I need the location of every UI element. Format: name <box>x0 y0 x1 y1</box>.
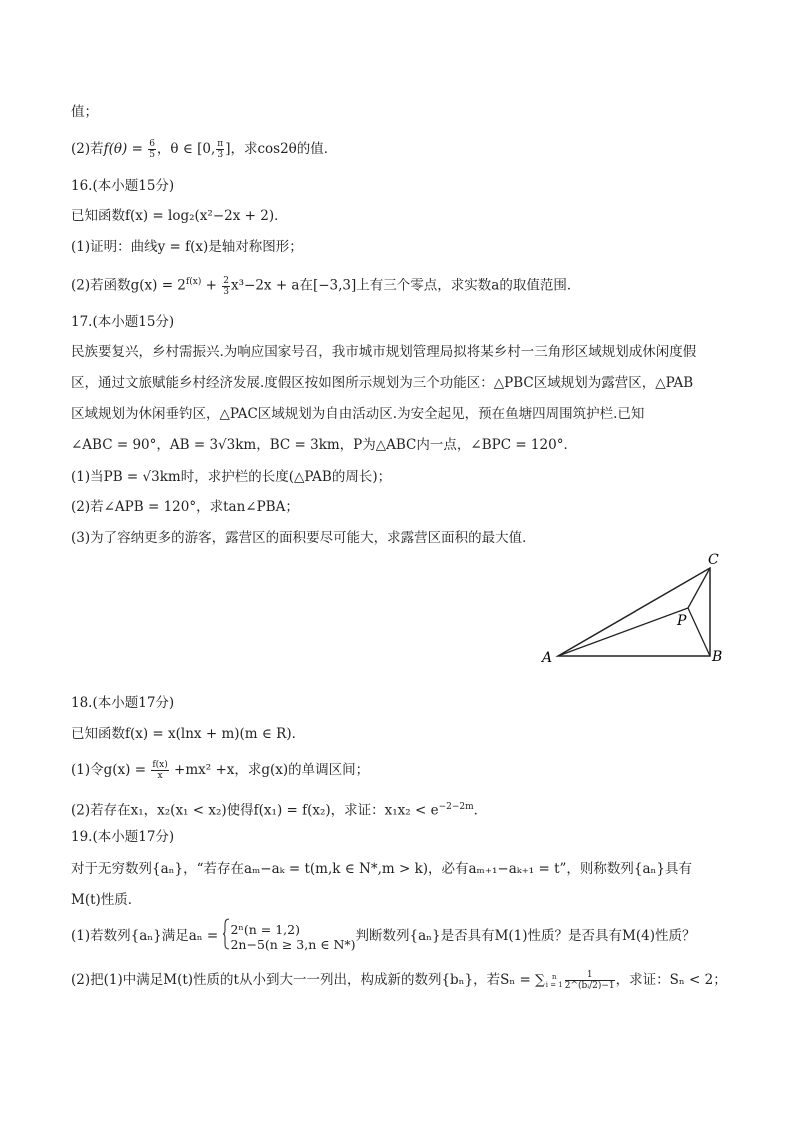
q18-part1 <box>71 760 369 781</box>
piecewise-cases <box>230 922 355 952</box>
text: (1)若数列{aₙ}满足aₙ = <box>71 928 223 944</box>
sum-upper: n <box>551 972 557 981</box>
q19-header: 19.(本小题17分) <box>71 829 175 845</box>
text: (2)把(1)中满足M(t)性质的t从小到大一一列出，构成新的数列{bₙ}，若Sₙ = ∑ <box>71 972 545 988</box>
text: (1)令g(x) = <box>71 762 151 778</box>
text: ． <box>473 802 488 819</box>
numerator: 6 <box>149 139 155 149</box>
q17-text-4: ∠ABC = 90°，AB = 3√3km，BC = 3km，P为△ABC内一点，∠BPC = 120°． <box>71 437 577 453</box>
numerator: π <box>217 139 224 149</box>
case-1: 2ⁿ(n = 1,2) <box>230 921 300 937</box>
text: (2)若 <box>71 141 104 157</box>
denominator: 3 <box>223 286 229 297</box>
q17-text-3: 区域规划为休闲垂钓区，△PAC区域规划为自由活动区.为安全起见，预在鱼塘四周围筑护栏.已知 <box>71 406 645 422</box>
text: (2)若函数g(x) = 2 <box>71 277 186 294</box>
q15-part2 <box>71 139 337 160</box>
q18-statement: 已知函数f(x) = x(lnx + m)(m ∈ R)． <box>71 726 306 742</box>
q17-text-2: 区，通过文旅赋能乡村经济发展.度假区按如图所示规划为三个功能区：△PBC区域规划为露营区，△PAB <box>71 375 694 391</box>
text: + <box>201 277 222 294</box>
superscript: f(x) <box>185 277 202 287</box>
numerator: 2 <box>223 275 229 286</box>
denominator: 2^(bᵢ/2)−1 <box>564 981 615 991</box>
q16-statement: 已知函数f(x) = log₂(x²−2x + 2)． <box>71 208 288 224</box>
denominator: x <box>157 771 163 781</box>
q16-part1: (1)证明：曲线y = f(x)是轴对称图形； <box>71 239 303 255</box>
denominator: 3 <box>217 150 224 160</box>
fraction-pi-3 <box>216 139 224 160</box>
q17-part2: (2)若∠APB = 120°，求tan∠PBA； <box>71 499 299 515</box>
q16-part2 <box>71 273 580 297</box>
triangle-figure <box>540 548 730 668</box>
q18-header: 18.(本小题17分) <box>71 695 175 711</box>
line-value-continuation: 值； <box>71 104 98 120</box>
q17-header: 17.(本小题15分) <box>71 314 175 330</box>
numerator: f(x) <box>152 760 168 770</box>
segment-ap <box>558 608 688 656</box>
numerator: 1 <box>565 970 615 981</box>
sum-limits <box>546 973 563 989</box>
segment-pb <box>688 608 710 656</box>
label-a: A <box>542 650 553 666</box>
superscript: −2−2m <box>438 802 474 812</box>
q19-statement-cont: M(t)性质． <box>71 892 142 908</box>
q19-part1 <box>71 918 695 955</box>
q17-part1: (1)当PB = √3km时，求护栏的长度(△PAB的周长)； <box>71 469 392 485</box>
q19-statement: 对于无穷数列{aₙ}，“若存在aₘ−aₖ = t(m,k ∈ N*,m > k)，必有aₘ₊₁−aₖ₊₁ = t”，则称数列{aₙ}具有 <box>71 861 692 877</box>
q18-part2 <box>71 798 487 820</box>
text: x³−2x + a在[−3,3]上有三个零点，求实数a的取值范围． <box>230 277 581 294</box>
text: ]，求cos2θ的值． <box>225 141 338 157</box>
triangle-abc <box>558 568 710 656</box>
fraction-2-3 <box>222 276 230 297</box>
text: +mx² +x，求g(x)的单调区间； <box>169 762 370 778</box>
text: f(θ) = <box>103 141 148 157</box>
text: ，求证：Sₙ < 2； <box>615 972 727 988</box>
fraction-6-5 <box>148 139 156 160</box>
case-2: 2n−5(n ≥ 3,n ∈ N*) <box>230 936 356 952</box>
q19-part2 <box>71 970 727 991</box>
fraction-fx-x <box>151 760 168 781</box>
denominator: 5 <box>149 150 155 160</box>
q16-header: 16.(本小题15分) <box>71 178 175 194</box>
fraction-sum-term <box>565 970 615 991</box>
label-p: P <box>677 613 687 629</box>
text: (2)若存在x₁，x₂(x₁ < x₂)使得f(x₁) = f(x₂)，求证：x₁x₂ < e <box>71 802 439 819</box>
text: 判断数列{aₙ}是否具有M(1)性质？是否具有M(4)性质？ <box>355 928 696 944</box>
q17-part3: (3)为了容纳更多的游客，露营区的面积要尽可能大，求露营区面积的最大值． <box>71 530 536 546</box>
sum-lower: i = 1 <box>545 980 563 989</box>
label-c: C <box>708 552 719 568</box>
q17-text-1: 民族要复兴，乡村需振兴.为响应国家号召，我市城市规划管理局拟将某乡村一三角形区域规划成休闲度假 <box>71 344 697 360</box>
label-b: B <box>712 649 723 665</box>
text: ，θ ∈ [0, <box>156 141 216 157</box>
brace-icon <box>222 918 230 955</box>
